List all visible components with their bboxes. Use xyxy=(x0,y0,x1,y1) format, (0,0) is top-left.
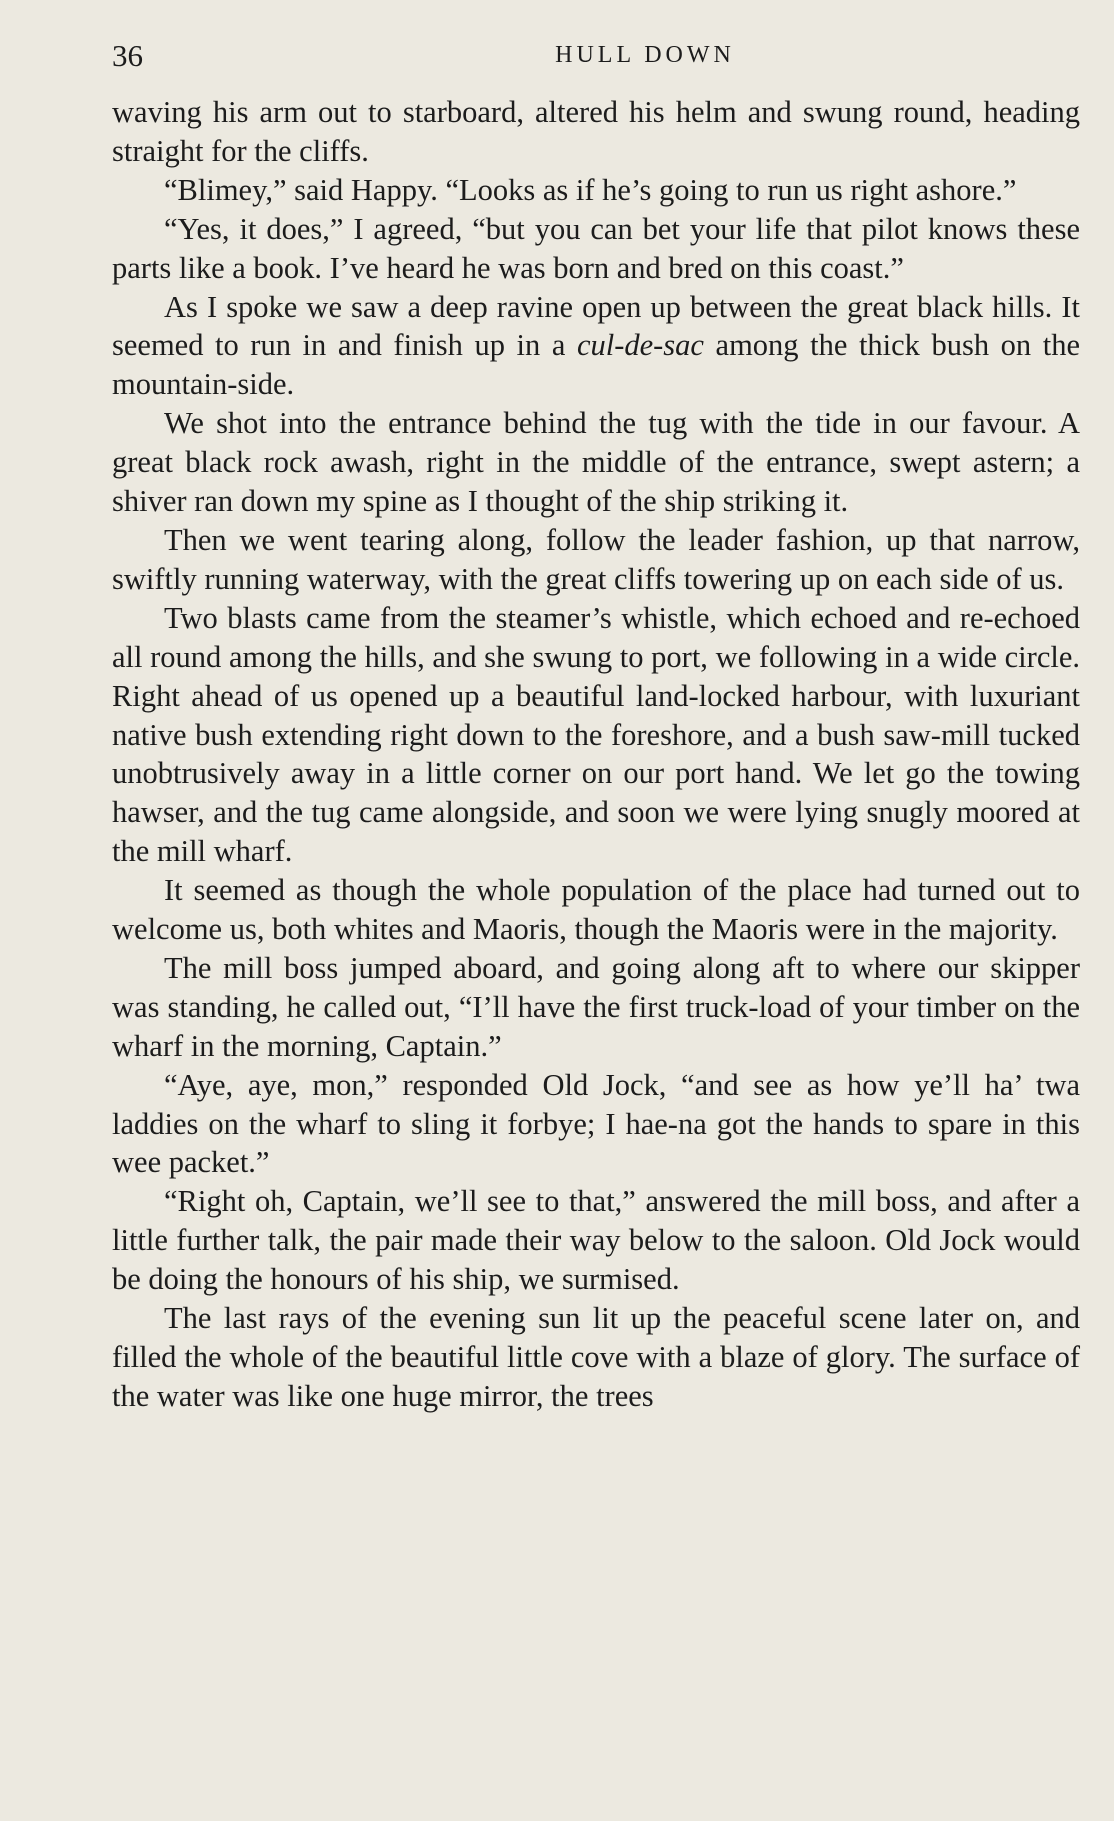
paragraph: As I spoke we saw a deep ravine open up between the great black hills. It seemed to run in and finish up in a cul-de-sac among the thick bush on the mountain-side. xyxy=(112,289,1081,402)
paragraph: “Right oh, Captain, we’ll see to that,” answered the mill boss, and after a little further talk, the pair made their way below to the saloon. Old Jock would be doing the honours of his ship, we surmised. xyxy=(112,1184,1080,1297)
running-head xyxy=(112,38,1078,78)
body-text xyxy=(112,93,1080,1416)
page-number: 36 xyxy=(112,38,143,73)
paragraph: “Aye, aye, mon,” responded Old Jock, “and see as how ye’ll ha’ twa laddies on the wharf to sling it forbye; I hae-na got the hands to spare in this wee packet.” xyxy=(112,1067,1080,1180)
paragraph: “Yes, it does,” I agreed, “but you can bet your life that pilot knows these parts like a book. I’ve heard he was born and bred on this coast.” xyxy=(112,211,1080,285)
paragraph: “Blimey,” said Happy. “Looks as if he’s going to run us right ashore.” xyxy=(164,172,1017,207)
paragraph: Two blasts came from the steamer’s whistle, which echoed and re-echoed all round among the hills, and she swung to port, we following in a wide circle. Right ahead of us opened up a beautiful land-locked harbour, with luxuriant native bush extending right down to the foreshore, and a bush saw-mill tucked unobtrusively away in a little corner on our port hand. We let go the towing hawser, and the tug came alongside, and soon we were lying snugly moored at the mill wharf. xyxy=(112,600,1080,869)
paragraph: We shot into the entrance behind the tug with the tide in our favour. A great black rock awash, right in the middle of the entrance, swept astern; a shiver ran down my spine as I thought of the ship striking it. xyxy=(112,406,1080,519)
book-title: HULL DOWN xyxy=(555,42,735,68)
paragraph: Then we went tearing along, follow the leader fashion, up that narrow, swiftly running waterway, with the great cliffs towering up on each side of us. xyxy=(112,522,1080,596)
paragraph: It seemed as though the whole population of the place had turned out to welcome us, both whites and Maoris, though the Maoris were in the majority. xyxy=(112,873,1080,947)
paragraph: The last rays of the evening sun lit up the peaceful scene later on, and filled the whole of the beautiful little cove with a blaze of glory. The surface of the water was like one huge mirror, the trees xyxy=(112,1301,1080,1413)
italic-phrase: cul-de-sac xyxy=(576,328,704,363)
paragraph: The mill boss jumped aboard, and going along aft to where our skipper was standing, he called out, “I’ll have the first truck-load of your timber on the wharf in the morning, Captain.” xyxy=(112,950,1080,1063)
paragraph: waving his arm out to starboard, altered his helm and swung round, heading straight for the cliffs. xyxy=(112,95,1080,168)
